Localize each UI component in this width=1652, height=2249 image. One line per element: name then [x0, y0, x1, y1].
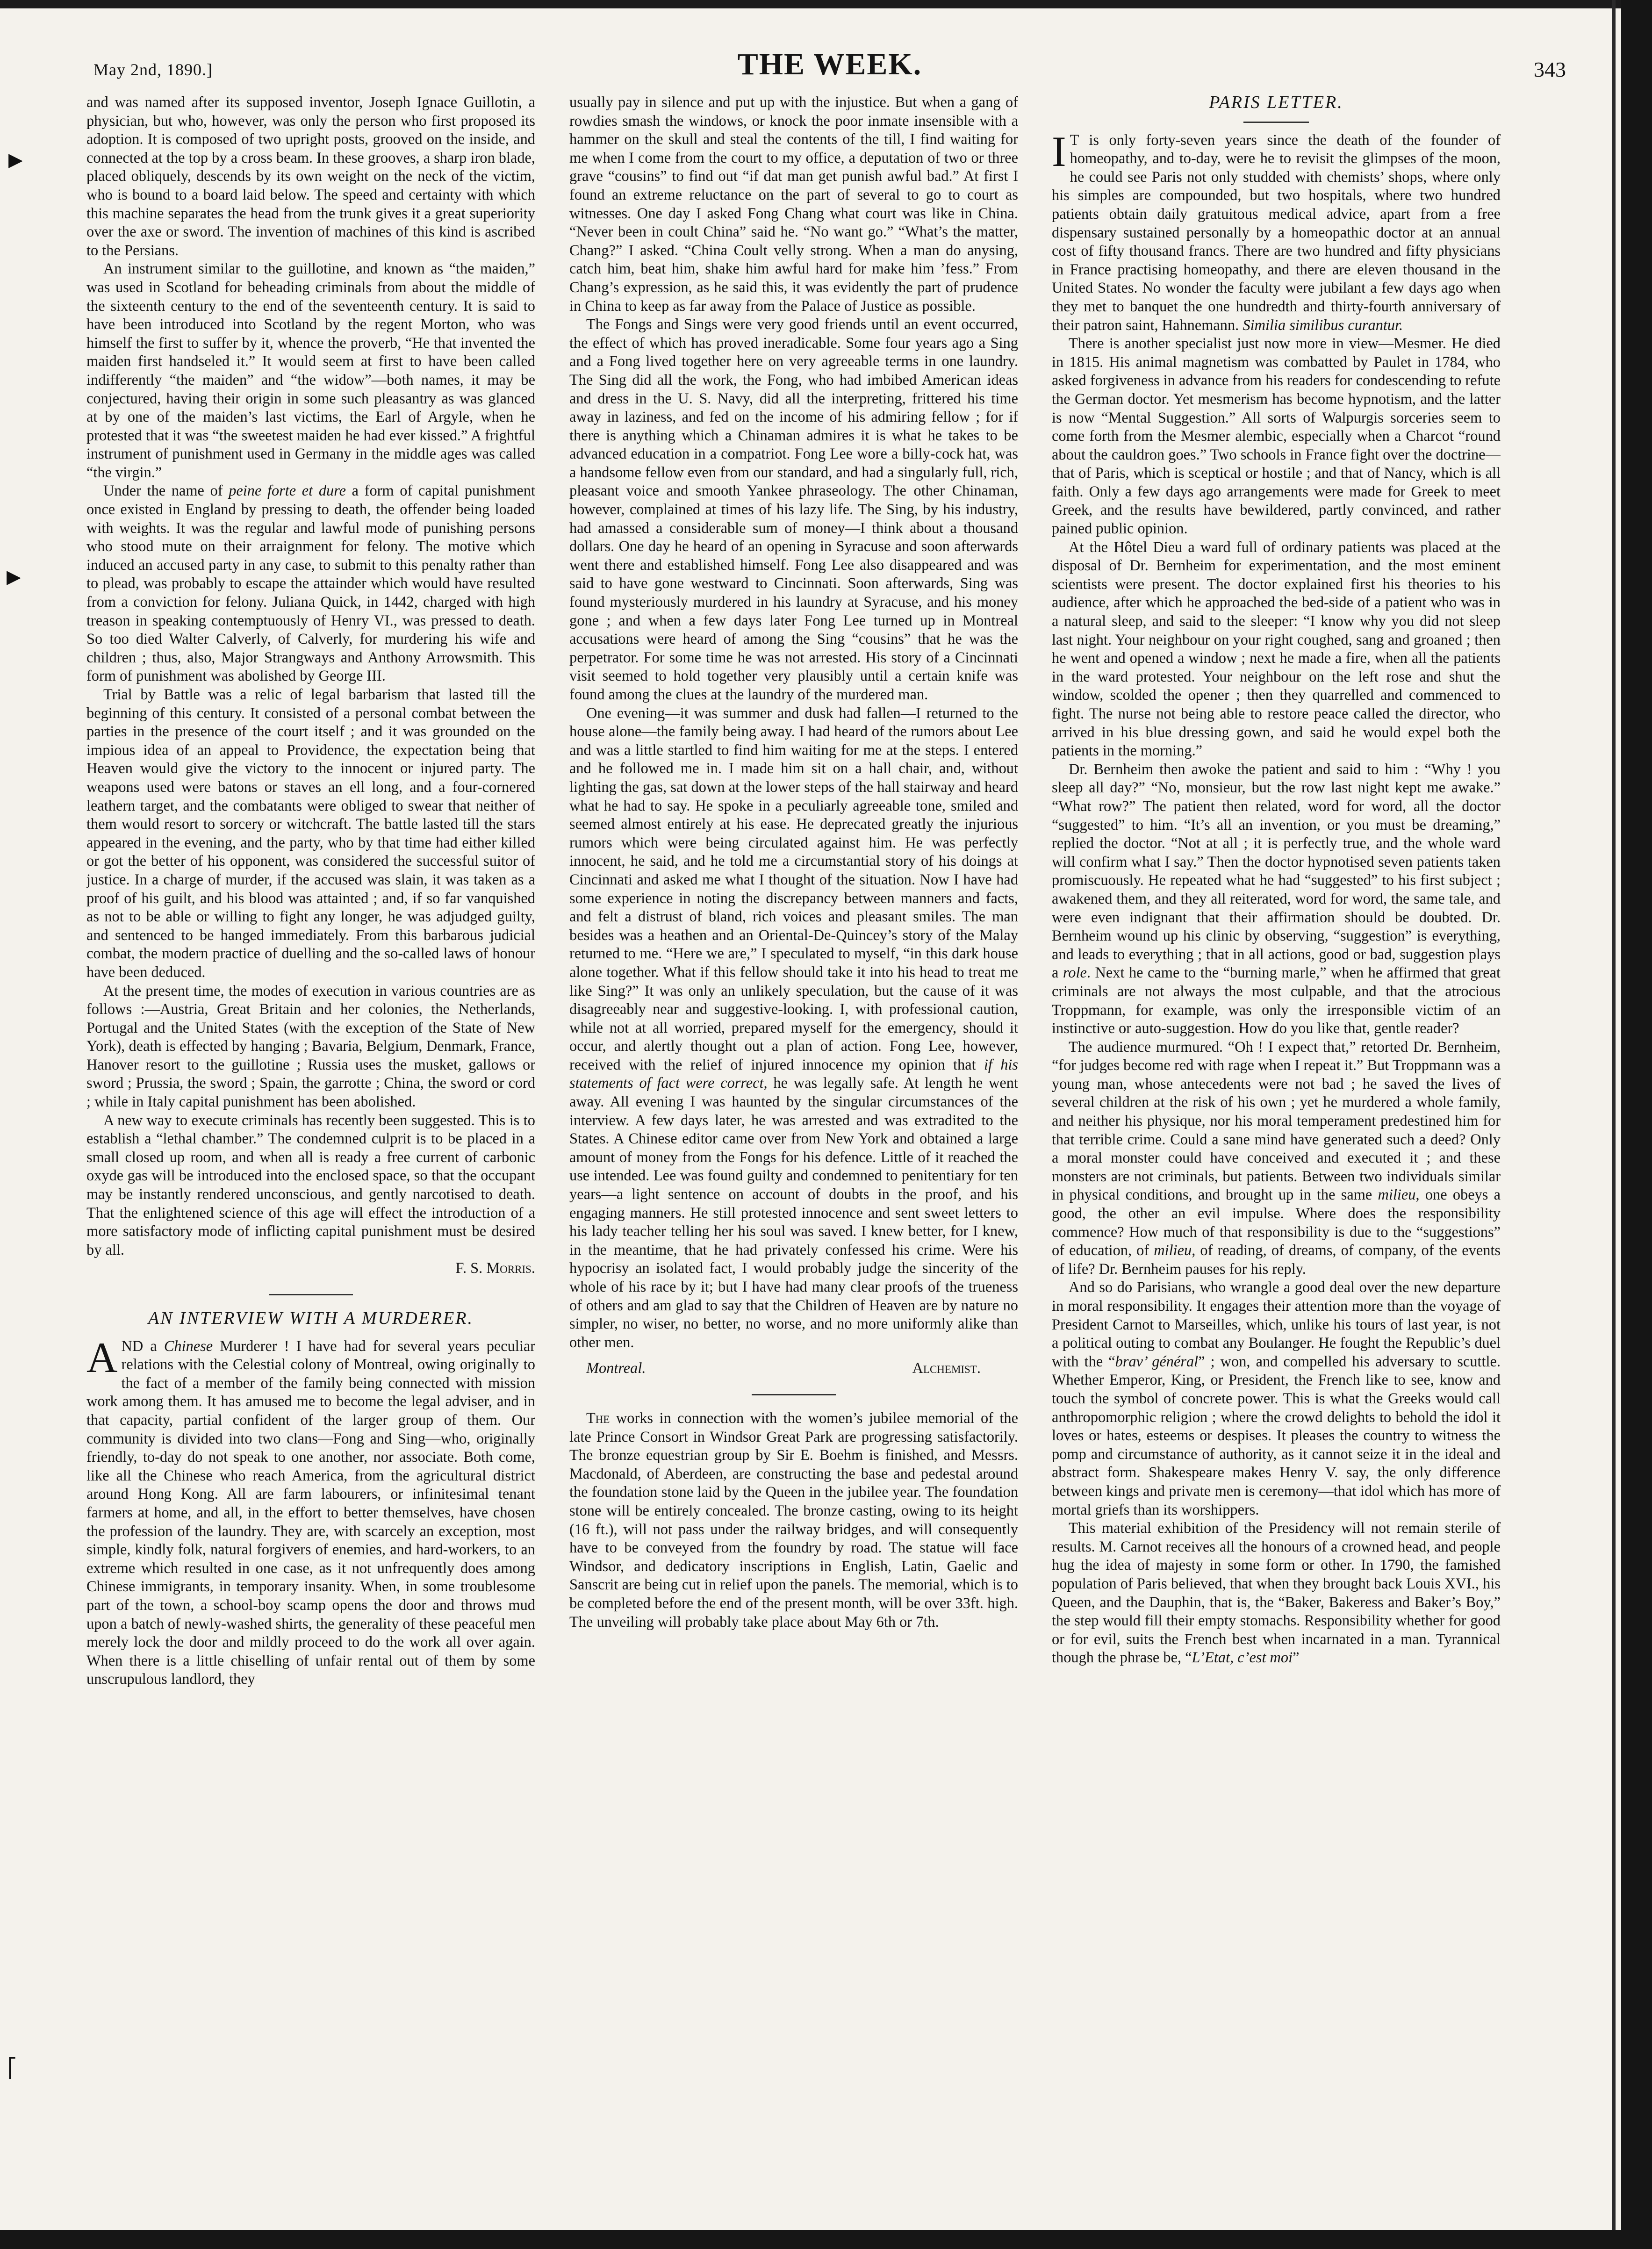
signoff-author: Alchemist. [912, 1360, 981, 1377]
column-2 [569, 93, 1018, 2225]
italic-phrase: L’Etat, c’est moi [1192, 1649, 1293, 1667]
paragraph [1052, 1038, 1501, 1279]
paragraph [1052, 1519, 1501, 1667]
drop-cap: A [86, 1333, 118, 1381]
paragraph: At the present time, the modes of execution in various countries are as follows :—Austria, Great Britain and her colonies, the Netherlands, Portugal and the United States (with the exception of the State of New York), death is effected by hanging ; Bavaria, Belgium, Denmark, France, Hanover resort to the guillotine ; Russia uses the musket, gallows or sword ; Prussia, the sword ; Spain, the garrotte ; China, the sword or cord ; while in Italy capital punishment has been abolished. [86, 982, 535, 1111]
text-run: Murderer ! I have had for several years peculiar relations with the Celestial colony of Montreal, owing originally to the fact of a member of the family being connected with mission work among them. It has amused me to become the legal adviser, and in that capacity, partial confident of the larger group of them. Our community is divided into two clans—Fong and Sing—who, originally friendly, to-day do not speak to one another, nor associate. Both come, like all the Chinese who reach America, from the agricultural district around Hong Kong. All are farm labourers, or infinitesimal tenant farmers at home, and all, in the effort to better themselves, have chosen the profession of the laundry. They are, with scarcely an exception, most simple, kindly folk, natural forgivers of enemies, and hard-workers, to an extreme which resulted in one case, as it not unfrequently does among Chinese immigrants, in temporary insanity. When, in some troublesome part of the town, a school-boy scamp opens the door and throws mud upon a batch of newly-washed shirts, the generality of these peaceful men merely lock the door and mildly proceed to do the work all over again. When there is a little chiselling of unfair rental out of them by some unscrupulous landlord, they [86, 1337, 535, 1688]
paragraph: At the Hôtel Dieu a ward full of ordinary patients was placed at the disposal of Dr. Bernheim for experimentation, and the most eminent scientists were present. The doctor explained first his theories to his audience, after which he approached the bed-side of a patient who was in a natural sleep, and said to the sleeper: “I know why you did not sleep last night. Your neighbour on your right coughed, sang and groaned ; then he went and opened a window ; next he made a fire, when all the patients in the ward protested. Your neighbour on the left rose and shut the window, scolded the opener ; then they quarrelled and commenced to fight. The nurse not being able to restore peace called the director, who arrived in his blue dressing gown, and said he would expel both the patients in the morning.” [1052, 539, 1501, 760]
scan-bottom-edge [0, 2230, 1652, 2249]
paragraph [1052, 761, 1501, 1038]
margin-mark-3: ⎡ [7, 2057, 17, 2078]
section-divider [269, 1294, 353, 1295]
text-run: T is only forty-seven years since the death of the founder of homeopathy, and to-day, were he to revisit the glimpses of the moon, he could see Paris not only studded with chemists’ shops, where only his simples are compounded, but two hospitals, where two hundred patients obtain daily gratuitous medical advice, apart from a free dispensary sustained personally by a homeopathic doctor at an annual cost of fifty thousand francs. There are two hundred and fifty physicians in France practising homeopathy, and there are eleven thousand in the United States. No wonder the faculty were jubilant a few days ago when they met to banquet the one hundredth and thirty-fourth anniversary of their patron saint, Hahnemann. [1052, 131, 1501, 334]
column-1 [86, 93, 535, 2225]
paragraph [569, 704, 1018, 1352]
article-title: PARIS LETTER. [1209, 93, 1343, 112]
paragraph: The Fongs and Sings were very good friends until an event occurred, the effect of which has proved ineradicable. Some four years ago a Sing and a Fong lived together here on very agreeable terms in one laundry. The Sing did all the work, the Fong, who had imbibed American ideas and dress in the U. S. Navy, did all the interpreting, frittered his time away in laziness, and fed on the income of his admiring fellow ; for if there is anything which a Chinaman admires it is what he takes to be advanced education in a compatriot. Fong Lee wore a billy-cock hat, was a handsome fellow even from our standard, and had a singularly full, rich, pleasant voice and smooth Yankee phraseology. The other Chinaman, however, complained at times of his lazy life. The Sing, by his industry, had amassed a considerable sum of money—I think about a thousand dollars. One day he heard of an opening in Syracuse and soon afterwards went there and established himself. Fong Lee also disappeared and was said to have gone westward to Cincinnati. Soon afterwards, Sing was found mysteriously murdered in his laundry at Syracuse, and his money gone ; and when a few days later Fong Lee turned up in Montreal accusations were heard of among the Sing “cousins” that he was the perpetrator. For some time he was not arrested. His story of a Cincinnati visit seemed to hold together very plausibly until a certain knife was found among the clues at the laundry of the murdered man. [569, 316, 1018, 703]
text-run: he was legally safe. At length he went away. All evening I was haunted by the singular circumstances of the interview. A few days later, he was arrested and was extradited to the States. A Chinese editor came over from New York and obtained a large amount of money from the Fongs for his defence. Little of it reached the use intended. Lee was found guilty and condemned to penitentiary for ten years—a light sentence on account of doubts in the proof, and his engaging manners. He still protested innocence and sent sweet letters to his lady teacher telling her his soul was saved. I knew better, for I knew, in the meantime, that he had privately confessed his crime. Were his hypocrisy an isolated fact, I would probably judge the sincerity of the whole of his race by it; but I have had many clear proofs of the trueness of others and am glad to say that the Children of Heaven are by nature no simpler, no wiser, no better, no worse, and no more uniformly alike than other men. [569, 1075, 1018, 1351]
italic-phrase: Similia similibus curantur. [1243, 316, 1403, 334]
article-title: AN INTERVIEW WITH A MURDERER. [148, 1308, 474, 1328]
paragraph: An instrument similar to the guillotine, and known as “the maiden,” was used in Scotland for beheading criminals from about the middle of the sixteenth century to the end of the seventeenth century. It is said to have been introduced into Scotland by the regent Morton, who was himself the first to suffer by it, whence the proverb, “He that invented the maiden first handseled it.” It would seem at first to have been called indifferently “the maiden” and “the widow”—both names, it may be conjectured, having their origin in some such pleasantry as was glanced at by one of the maiden’s last victims, the Earl of Argyle, when he protested that it was “the sweetest maiden he had ever kissed.” A frightful instrument of punishment used in Germany in the middle ages was called “the virgin.” [86, 260, 535, 481]
paragraph [86, 482, 535, 686]
lead-word: The [586, 1409, 610, 1427]
column-3 [1052, 93, 1501, 2225]
text-run: This material exhibition of the Presidency will not remain sterile of results. M. Carnot receives all the honours of a crowned head, and people hug the idea of majesty in some form or other. In 1790, the famished population of Paris believed, that when they brought back Louis XVI., his Queen, and the Dauphin, that is, the “Baker, Bakeress and Baker’s Boy,” the step would fill their empty stomachs. Responsibility whether for good or for evil, suits the French best when incarnated in a man. Tyrannical though the phrase be, “ [1052, 1520, 1501, 1667]
italic-phrase: milieu [1378, 1186, 1416, 1204]
text-run: One evening—it was summer and dusk had fallen—I returned to the house alone—the family being away. I had heard of the rumors about Lee and was a little startled to find him waiting for me at the steps. I entered and he followed me in. I made him sit on a hall chair, and, without lighting the gas, sat down at the lower steps of the hall stairway and heard what he had to say. He spoke in a peculiarly agreeable tone, smiled and seemed almost entirely at his ease. He deprecated greatly the injurious rumors which were being circulated against him. He was perfectly innocent, he said, and he told me a circumstantial story of his doings at Cincinnati and asked me what I thought of the situation. Now I have had some experience in noting the discrepancy between manners and facts, and felt a distrust of bland, rich voices and pleasant smiles. The man besides was a heathen and an Oriental-De-Quincey’s story of the Malay returned to me. “Here we are,” I speculated to myself, “in this dark house alone together. What if this fellow should take it into his head to treat me like Sing?” It was only an unlikely speculation, but the cause of it was disagreeably near and suggestive-looking. I, with professional caution, while not at all worried, prepared myself for the emergency, should it occur, and alertly thought out a plan of action. Fong Lee, however, received with the relief of injured innocence my opinion that [569, 704, 1018, 1073]
italic-phrase: role [1063, 964, 1087, 982]
page-header [93, 47, 1566, 98]
text-run: ND a [121, 1337, 164, 1355]
article-signoff [569, 1359, 1018, 1378]
page-number: 343 [1534, 57, 1566, 81]
italic-phrase: if his statements of fact were correct, [569, 1056, 1018, 1092]
drop-cap: I [1052, 127, 1066, 175]
paragraph [1052, 1279, 1501, 1519]
text-run: Dr. Bernheim then awoke the patient and said to him : “Why ! you sleep all day?” “No, monsieur, but the row last night kept me awake.” “What row?” The patient then related, word for word, all the doctor “suggested” to him. “It’s all an invention, or you must be dreaming,” replied the doctor. “Not at all ; it is perfectly true, and the whole ward will confirm what I say.” Then the doctor hypnotised seven patients taken promiscuously. He repeated what he had “suggested” to his first subject ; awakened them, and they all reiterated, word for word, the same tale, and were even indignant that their affirmation should be doubted. Dr. Bernheim wound up his clinic by observing, “suggestion” is everything, and leads to everything ; that in all actions, good or bad, suggestion plays a [1052, 761, 1501, 982]
paragraph: usually pay in silence and put up with the injustice. But when a gang of rowdies smash the windows, or knock the poor inmate insensible with a hammer on the skull and steal the contents of the till, I find waiting for me when I come from the court to my office, a deputation of two or three grave “cousins” to find out “if dat man get punish awful bad.” At first I found an extreme reluctance on the part of several to go to court as witnesses. One day I asked Fong Chang what court was like in China. “Never been in coult China” said he. “No want go.” “What’s the matter, Chang?” I asked. “China Coult velly strong. When a man do anysing, catch him, beat him, shake him awful hard for make him ’fess.” From Chang’s expression, as he said this, it was evidently the part of prudence in China to keep as far away from the Palace of Justice as possible. [569, 94, 1018, 315]
paragraph: Trial by Battle was a relic of legal barbarism that lasted till the beginning of this century. It consisted of a personal combat between the parties in the presence of the court itself ; and it was grounded on the impious idea of an appeal to Providence, the expectation being that Heaven would give the victory to the innocent or injured party. The weapons used were batons or staves an ell long, and a four-cornered leathern target, and the combatants were obliged to swear that neither of them would resort to sorcery or witchcraft. The battle lasted till the stars appeared in the evening, and the party, who by that time had either killed or got the better of his opponent, was considered the successful suitor of justice. In a charge of murder, if the accused was slain, it was taken as a proof of his guilt, and his blood was attainted ; and, if so far vanquished as not to be able or willing to fight any longer, he was adjudged guilty, and sentenced to be hanged immediately. From this barbarous judicial combat, the modern practice of duelling and the so-called laws of honour have been deduced. [86, 686, 535, 981]
issue-date: May 2nd, 1890.] [93, 60, 213, 79]
paragraph: and was named after its supposed inventor, Joseph Ignace Guillotin, a physician, but who, however, was only the person who first proposed its adoption. It is composed of two upright posts, grooved on the inside, and connected at the top by a cross beam. In these grooves, a sharp iron blade, placed obliquely, descends by its own weight on the neck of the victim, who is bound to a board laid below. The speed and certainty with which this machine separates the head from the trunk gives it a great superiority over the axe or sword. The invention of machines of this kind is ascribed to the Persians. [86, 94, 535, 259]
italic-phrase: brav’ général [1115, 1353, 1199, 1370]
text-run: The audience murmured. “Oh ! I expect that,” retorted Dr. Bernheim, “for judges become red with rage when I repeat it.” But Troppmann was a young man, whose antecedents were not bad ; he saved the lives of several children at the risk of his own ; yet he murdered a whole family, and neither his physique, nor his moral temperament predestined him for that terrible crime. Could a sane mind have generated such a deed? Only a moral monster could have conceived and executed it ; and these monsters are not criminals, but patients. Between two individuals similar in physical conditions, and brought up in the same [1052, 1038, 1501, 1204]
italic-phrase: Chinese [164, 1337, 213, 1355]
text-run: , of reading, of dreams, of company, of the events of life? Dr. Bernheim pauses for his reply. [1052, 1242, 1501, 1278]
section-divider [752, 1394, 836, 1395]
journal-title: THE WEEK. [737, 47, 922, 81]
scan-right-edge [1621, 0, 1652, 2249]
text-run: works in connection with the women’s jubilee memorial of the late Prince Consort in Windsor Great Park are progressing satisfactorily. The bronze equestrian group by Sir E. Boehm is finished, and Messrs. Macdonald, of Aberdeen, are constructing the base and pedestal around the foundation stone laid by the Queen in the jubilee year. The foundation stone will be entirely concealed. The bronze casting, owing to its height (16 ft.), will not pass under the railway bridges, and will consequently have to be conveyed from the foundry by road. The statue will face Windsor, and dedicatory inscriptions in English, Latin, Gaelic and Sanscrit are being cut in relief upon the panels. The memorial, which is to be completed before the end of the present month, will be over 33ft. high. The unveiling will probably take place about May 6th or 7th. [569, 1409, 1018, 1631]
text-run: . Next he came to the “burning marle,” when he affirmed that great criminals are not always the most culpable, and that the atrocious Troppmann, for example, was only the irresponsible victim of an instinctive or auto-suggestion. How do you like that, gentle reader? [1052, 964, 1501, 1037]
italic-phrase: milieu [1154, 1242, 1192, 1259]
text-run: ” [1293, 1649, 1300, 1667]
text-run: Under the name of [103, 482, 229, 500]
margin-mark-2: ▶ [7, 566, 21, 587]
paragraph: There is another specialist just now more in view—Mesmer. He died in 1815. His animal magnetism was combatted by Paulet in 1784, who asked forgiveness in advance from his readers for condescending to refute the German doctor. Yet mesmerism has become hypnotism, and the latter is now “Mental Suggestion.” All sorts of Walpurgis sorceries seem to come forth from the Mesmer alembic, especially when a Charcot “round about the cauldron goes.” Two schools in France fight over the doctrine—that of Paris, which is sceptical or hostile ; and that of Nancy, which is all faith. Only a few days ago arrangements were made for Greek to meet Greek, and the results have bewildered, partly convinced, and rather pained public opinion. [1052, 335, 1501, 538]
paragraph [86, 1333, 535, 1689]
italic-phrase: peine forte et dure [229, 482, 346, 500]
text-run: , one obeys a good, the other an evil impulse. Where does the responsibility commence? How much of that responsibility is due to the “suggestions” of education, of [1052, 1186, 1501, 1259]
signoff-place: Montreal. [586, 1360, 646, 1377]
author-signature: F. S. Morris. [455, 1260, 535, 1277]
scan-right-edge-inner [1612, 0, 1616, 2249]
paragraph: A new way to execute criminals has recently been suggested. This is to establish a “lethal chamber.” The condemned culprit is to be placed in a small closed up room, and when all is ready a free current of carbonic oxyde gas will be introduced into the enclosed space, so that the occupant may be instantly rendered unconscious, and gently narcotised to death. That the enlightened science of this age will effect the introduction of a more satisfactory mode of inflicting capital punishment must be desired by all. [86, 1112, 535, 1258]
paragraph [569, 1409, 1018, 1631]
paragraph [1052, 127, 1501, 335]
title-rule [1243, 122, 1309, 123]
text-run: And so do Parisians, who wrangle a good deal over the new departure in moral responsibility. It engages their attention more than the voyage of President Carnot to Marseilles, which, unlike his tours of last year, is not a political outing to combat any Boulanger. He fought the Republic’s duel with the “ [1052, 1279, 1501, 1370]
text-run: a form of capital punishment once existed in England by pressing to death, the offender being loaded with weights. It was the regular and lawful mode of punishing persons who stood mute on their arraignment for felony. The motive which induced an accused party in any case, to submit to this penalty rather than to plead, was probably to escape the attainder which would have resulted from a conviction for felony. Juliana Quick, in 1442, charged with high treason in speaking contemptuously of Henry VI., was pressed to death. So too died Walter Calverly, of Calverly, for murdering his wife and children ; thus, also, Major Strangways and Anthony Arrowsmith. This form of punishment was abolished by George III. [86, 482, 535, 685]
scan-top-edge [0, 0, 1652, 8]
text-run: ” ; won, and compelled his adversary to scuttle. Whether Emperor, King, or President, the French like to see, know and touch the symbol of concrete power. This is what the Greeks would call anthropomorphic religion ; where the crowd delights to behold the idol it loves or hates, esteems or despises. It pleases the country to witness the pomp and circumstance of authority, as it cannot seize it in the ideal and abstract form. Shakespeare makes Henry V. say, the only difference between kings and private men is ceremony—that idol which has more of mortal griefs than its worshippers. [1052, 1353, 1501, 1518]
margin-mark-1: ▶ [8, 149, 23, 170]
